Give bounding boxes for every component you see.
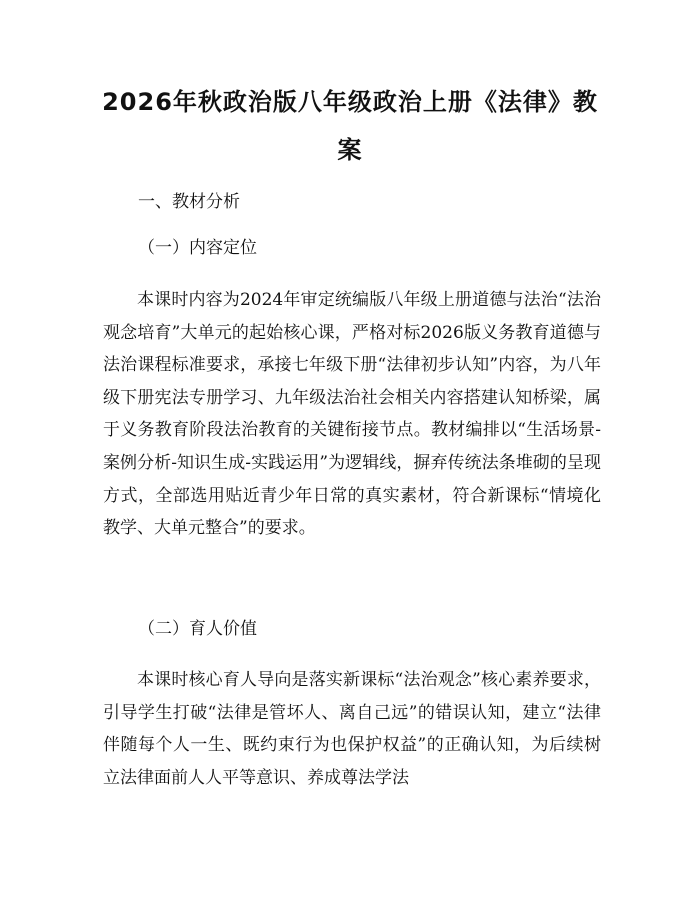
subsection-heading-educational-value: （二）育人价值 [138, 619, 257, 639]
document-title: 2026年秋政治版八年级政治上册《法律》教案 [102, 88, 598, 164]
section-heading-textbook-analysis: 一、教材分析 [138, 192, 240, 212]
educational-value-paragraph: 本课时核心育人导向是落实新课标“法治观念”核心素养要求，引导学生打破“法律是管坏人、离自己远”的错误认知，建立“法律伴随每个人一生、既约束行为也保护权益”的正确认知，为后续树立法律面前人人平等意识、养成尊法学法 [103, 670, 601, 788]
content-positioning-paragraph: 本课时内容为2024年审定统编版八年级上册道德与法治“法治观念培育”大单元的起始核心课，严格对标2026版义务教育道德与法治课程标准要求，承接七年级下册“法律初步认知”内容，为八年级下册宪法专册学习、九年级法治社会相关内容搭建认知桥梁，属于义务教育阶段法治教育的关键衔接节点。教材编排以“生活场景-案例分析-知识生成-实践运用”为逻辑线，摒弃传统法条堆砌的呈现方式，全部选用贴近青少年日常的真实素材，符合新课标“情境化教学、大单元整合”的要求。 [103, 290, 601, 539]
subsection-heading-content-positioning: （一）内容定位 [138, 238, 257, 258]
